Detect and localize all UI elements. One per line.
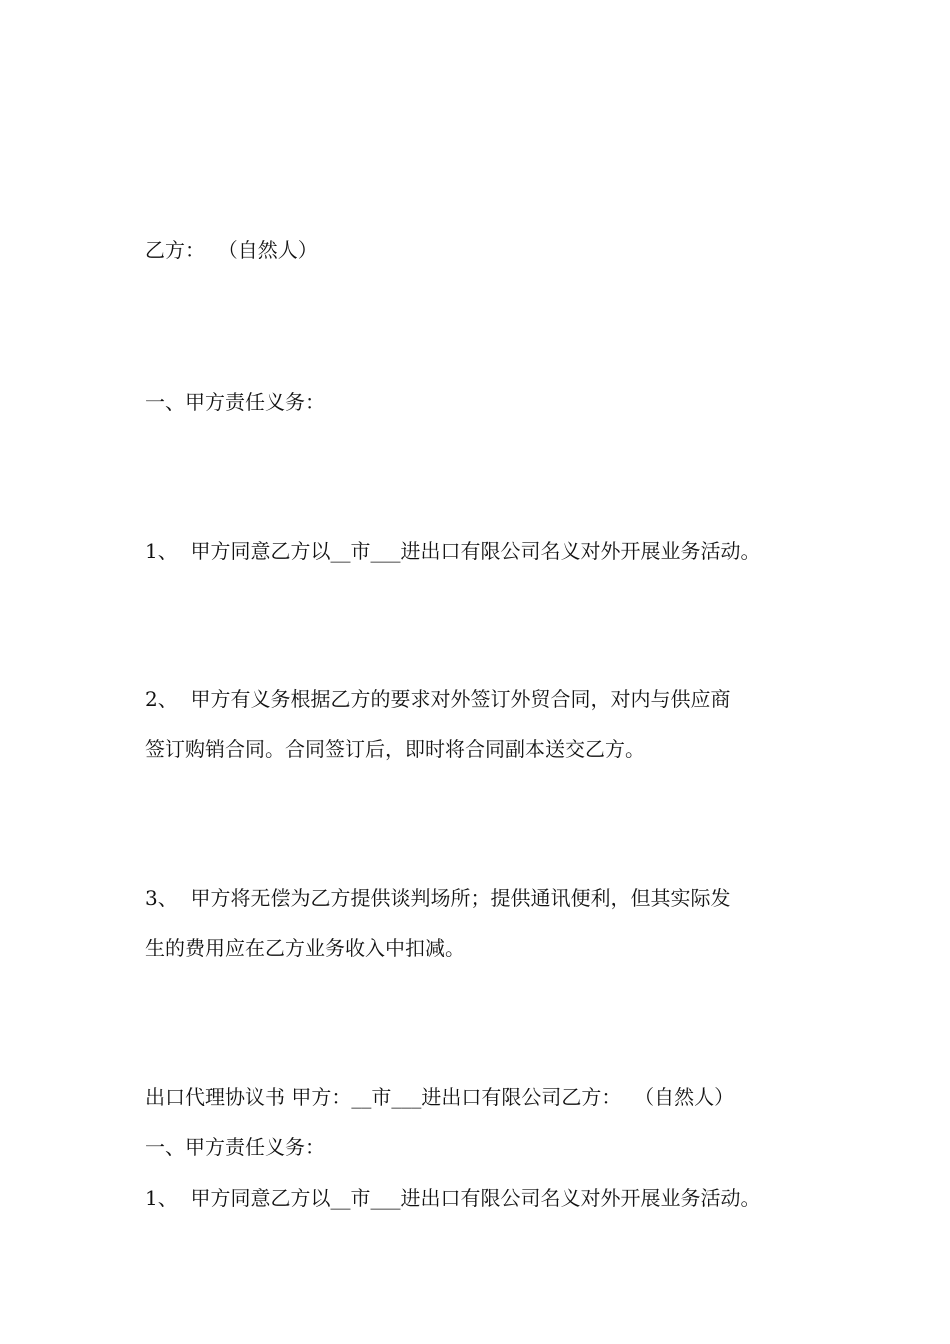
summary-heading-line: 一、甲方责任义务： [145, 1135, 325, 1159]
clause-3-line-2: 生的费用应在乙方业务收入中扣减。 [145, 936, 465, 960]
summary-title-line: 出口代理协议书 甲方：__市___进出口有限公司乙方： （自然人） [145, 1085, 735, 1109]
clause-2-line-1: 2、 甲方有义务根据乙方的要求对外签订外贸合同，对内与供应商 [145, 687, 731, 711]
summary-clause-1: 1、 甲方同意乙方以__市___进出口有限公司名义对外开展业务活动。 [145, 1186, 761, 1210]
clause-2-line-2: 签订购销合同。合同签订后，即时将合同副本送交乙方。 [145, 737, 645, 761]
section-heading-obligations: 一、甲方责任义务： [145, 390, 325, 414]
clause-3-line-1: 3、 甲方将无偿为乙方提供谈判场所；提供通讯便利，但其实际发 [145, 886, 731, 910]
clause-1: 1、 甲方同意乙方以__市___进出口有限公司名义对外开展业务活动。 [145, 539, 761, 563]
party-b-line: 乙方： （自然人） [145, 238, 318, 262]
